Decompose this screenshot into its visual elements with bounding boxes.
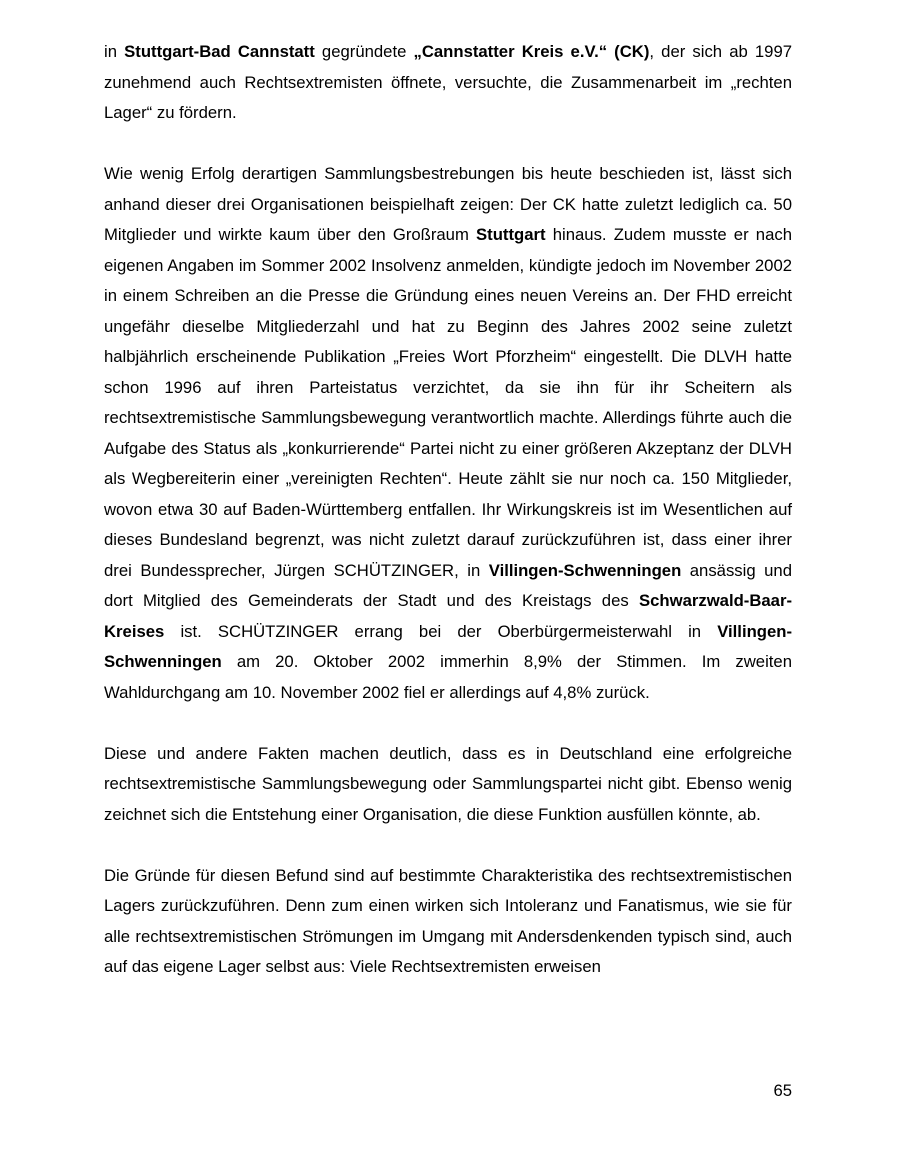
place-name-bold: Villingen-Schwenningen: [488, 560, 682, 580]
paragraph-2-segment: ansässig und dort Mitglied des Gemeinderats der Stadt und des Kreistags des: [104, 560, 792, 610]
paragraph-2-segment: ist. SCHÜTZINGER errang bei der Oberbürgermeisterwahl in: [164, 621, 718, 641]
place-name-bold: Villingen-Schwenningen: [104, 621, 792, 671]
place-name-bold: Schwarzwald-Baar-Kreises: [104, 591, 792, 641]
paragraph-2-segment: Wie wenig Erfolg derartigen Sammlungsbestrebungen bis heute beschieden ist, lässt sich anhand dieser drei Organisationen beispielhaft zeigen: Der CK hatte zuletzt lediglich ca. 50 Mitglieder und wirkte kaum über den Großraum: [104, 164, 792, 244]
paragraph-4-segment: Die Gründe für diesen Befund sind auf bestimmte Charakteristika des rechtsextremistischen Lagers zurückzuführen. Denn zum einen wirken sich Intoleranz und Fanatismus, wie sie für alle rechtsextremistischen Strömungen im Umgang mit Andersdenkenden typisch sind, auch auf das eigene Lager selbst aus: Viele Rechtsextremisten erweisen: [104, 865, 792, 976]
paragraph-1-segment: in: [104, 42, 125, 61]
paragraph-1-segment: , der sich ab 1997 zunehmend auch Rechtsextremisten öffnete, versuchte, die Zusammenarbeit im „rechten Lager“ zu fördern.: [104, 42, 793, 122]
paragraph-4: [104, 861, 792, 983]
place-name-bold: Stuttgart: [476, 225, 546, 244]
document-page: [104, 37, 792, 1013]
place-name-bold: Stuttgart-Bad Cannstatt: [124, 42, 315, 61]
paragraph-2: [104, 159, 792, 708]
paragraph-1-segment: gegründete: [314, 42, 414, 61]
paragraph-2-segment: hinaus. Zudem musste er nach eigenen Angaben im Sommer 2002 Insolvenz anmelden, kündigte jedoch im November 2002 in einem Schreiben an die Presse die Gründung eines neuen Vereins an. Der FHD erreicht ungefähr dieselbe Mitgliederzahl und hat zu Beginn des Jahres 2002 seine zuletzt halbjährlich erscheinende Publikation „Freies Wort Pforzheim“ eingestellt. Die DLVH hatte schon 1996 auf ihren Parteistatus verzichtet, da sie ihn für ihr Scheitern als rechtsextremistische Sammlungsbewegung verantwortlich machte. Allerdings führte auch die Aufgabe des Status als „konkurrierende“ Partei nicht zu einer größeren Akzeptanz der DLVH als Wegbereiterin einer „vereinigten Rechten“. Heute zählt sie nur noch ca. 150 Mitglieder, wovon etwa 30 auf Baden-Württemberg entfallen. Ihr Wirkungskreis ist im Wesentlichen auf dieses Bundesland begrenzt, was nicht zuletzt darauf zurückzuführen ist, dass einer ihrer drei Bundessprecher, Jürgen SCHÜTZINGER, in: [104, 225, 792, 580]
organization-name-bold: „Cannstatter Kreis e.V.“ (CK): [413, 42, 650, 61]
paragraph-1: [104, 37, 792, 129]
paragraph-2-segment: am 20. Oktober 2002 immerhin 8,9% der Stimmen. Im zweiten Wahldurchgang am 10. November 2002 fiel er allerdings auf 4,8% zurück.: [104, 652, 792, 702]
page-number: 65: [773, 1081, 792, 1100]
paragraph-3: [104, 739, 792, 831]
paragraph-3-segment: Diese und andere Fakten machen deutlich, dass es in Deutschland eine erfolgreiche rechtsextremistische Sammlungsbewegung oder Sammlungspartei nicht gibt. Ebenso wenig zeichnet sich die Entstehung einer Organisation, die diese Funktion ausfüllen könnte, ab.: [104, 743, 792, 824]
